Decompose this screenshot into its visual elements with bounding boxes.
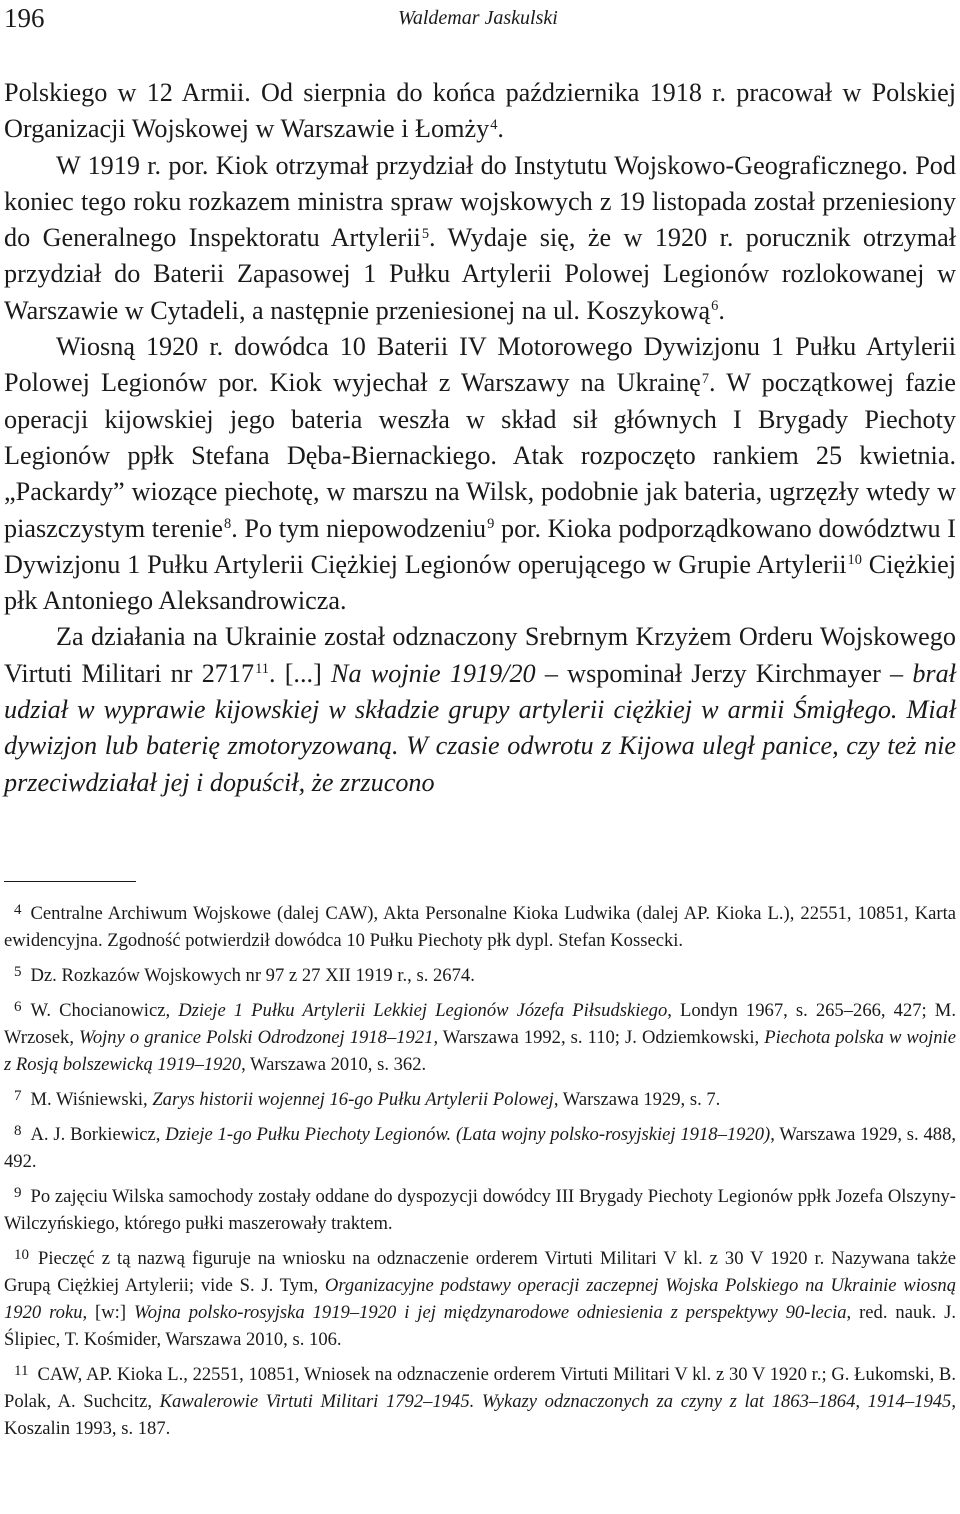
italic-title: Kawalerowie Virtuti Militari 1792–1945. Wykazy odznaczonych za czyny z lat 1863–1864, 1914–1945 [159,1391,952,1412]
italic-quote: Na wojnie 1919/20 [331,658,536,688]
footnote-ref-9[interactable]: 9 [487,515,495,532]
footnote-ref-10[interactable]: 10 [847,552,862,569]
italic-title: Organizacyjne podstawy operacji zaczepnej Wojska Polskiego na Ukrainie wiosną 1920 roku [4,1275,956,1323]
text-run: Polskiego w 12 Armii. Od sierpnia do końca października 1918 r. pracował w Polskiej Organizacji Wojskowej w Warszawie i Łomży [4,78,956,144]
footnote-ref-4[interactable]: 4 [490,116,498,133]
footnote-ref-5[interactable]: 5 [421,225,430,242]
text-run: A. J. Borkiewicz, [30,1124,166,1145]
italic-title: Wojna polsko-rosyjska 1919–1920 i jej międzynarodowe odniesienia z perspektywy 90-lecia [133,1302,847,1323]
text-run: , Warszawa 1992, s. 110; J. Odziemkowski, [433,1027,765,1048]
page-number: 196 [4,3,45,33]
footnote-ref-6[interactable]: 6 [711,298,719,315]
footnote-number: 7 [14,1087,22,1104]
footnote-10 [4,1245,956,1353]
footnote-8 [4,1121,956,1175]
text-run: M. Wiśniewski, [30,1089,153,1110]
text-run: Pieczęć z tą nazwą figuruje na wniosku na odznaczenie orderem Virtuti Militari V kl. z 30 V 1920 r. Nazywana także Grupą Ciężkiej Artylerii; vide S. J. Tym, [4,1248,956,1296]
italic-title: Zarys historii wojennej 16-go Pułku Artylerii Polowej [152,1089,554,1110]
italic-title: Wojny o granice Polski Odrodzonej 1918–1921 [79,1027,434,1048]
text-run: , Londyn 1967, s. 265–266, 427; M. Wrzosek, [4,1000,956,1048]
text-run: . [497,114,504,144]
footnote-9 [4,1183,956,1237]
footnote-number: 8 [14,1122,22,1139]
footnote-number: 11 [14,1362,29,1379]
text-run: Centralne Archiwum Wojskowe (dalej CAW), Akta Personalne Kioka Ludwika (dalej AP. Kioka L.), 22551, 10851, Karta ewidencyjna. Zgodność potwierdził dowódca 10 Pułku Piechoty płk dypl. Stefan Kossecki. [4,903,956,951]
italic-title: Dzieje 1-go Pułku Piechoty Legionów. (Lata wojny polsko-rosyjskiej 1918–1920) [165,1124,771,1145]
footnote-number: 9 [14,1184,22,1201]
footnote-number: 5 [14,963,22,980]
footnote-ref-8[interactable]: 8 [223,515,232,532]
text-run: . W początkowej fazie operacji kijowskiej jego bateria weszła w skład sił głównych I Brygady Piechoty Legionów ppłk Stefana Dęba-Biernackiego. Atak rozpoczęto rankiem 25 kwietnia. „Packardy” wiozące piechotę, w marszu na Wilsk, podobnie jak bateria, ugrzęzły wtedy w piaszczystym terenie [4,368,957,543]
text-run: Za działania na Ukrainie został odznaczony Srebrnym Krzyżem Orderu Wojskowego Virtuti Militari nr 2717 [4,622,956,688]
text-run: . Wydaje się, że w 1920 r. porucznik otrzymał przydział do Baterii Zapasowej 1 Pułku Artylerii Polowej Legionów rozlokowanej w Warszawie w Cytadeli, a następnie przeniesionej na ul. Koszykową [4,223,956,325]
italic-title: Piechota polska w wojnie z Rosją bolszewicką 1919–1920 [4,1027,956,1075]
text-run: W. Chocianowicz, [30,1000,179,1021]
text-run: Wiosną 1920 r. dowódca 10 Baterii IV Motorowego Dywizjonu 1 Pułku Artylerii Polowej Legionów por. Kiok wyjechał z Warszawy na Ukrainę [4,332,956,398]
footnote-number: 6 [14,998,22,1015]
footnote-ref-11[interactable]: 11 [255,661,269,678]
footnote-11 [4,1361,956,1442]
main-text [4,75,956,801]
text-run: , Warszawa 2010, s. 362. [241,1054,427,1075]
text-run: Ciężkiej płk Antoniego Aleksandrowicza. [4,549,956,616]
text-run: Po zajęciu Wilska samochody zostały oddane do dyspozycji dowódcy III Brygady Piechoty Legionów ppłk Jozefa Olszyny-Wilczyńskiego, którego pułki maszerowały traktem. [4,1186,956,1234]
text-run: , Warszawa 1929, s. 7. [553,1089,721,1110]
footnote-4 [4,900,956,954]
paragraph-3 [4,329,956,619]
text-run: . Po tym niepowodzeniu [231,513,487,543]
footnotes [4,900,956,1450]
running-head-author: Waldemar Jaskulski [398,7,558,29]
footnote-5 [4,962,956,989]
text-run: W 1919 r. por. Kiok otrzymał przydział do Instytutu Wojskowo-Geograficznego. Pod koniec tego roku rozkazem ministra spraw wojskowych z 19 listopada został przeniesiony do Generalnego Inspektoratu Artylerii [4,150,956,253]
text-run: – wspominał Jerzy Kirchmayer – [535,658,913,688]
page-header [4,0,954,40]
text-run: , [w:] [82,1302,134,1323]
italic-title: Dzieje 1 Pułku Artylerii Lekkiej Legionów Józefa Piłsudskiego [178,1000,668,1021]
footnote-6 [4,997,956,1078]
paragraph-1 [4,75,956,148]
text-run: CAW, AP. Kioka L., 22551, 10851, Wniosek na odznaczenie orderem Virtuti Militari V kl. z 30 V 1920 r.; G. Łukomski, B. Polak, A. Suchcitz, [4,1364,956,1412]
text-run: . [718,295,725,325]
footnote-ref-7[interactable]: 7 [701,370,710,387]
footnote-number: 4 [14,901,22,918]
paragraph-2 [4,148,956,329]
text-run: Dz. Rozkazów Wojskowych nr 97 z 27 XII 1919 r., s. 2674. [30,965,475,986]
text-run: , Koszalin 1993, s. 187. [4,1391,956,1439]
paragraph-4 [4,619,956,800]
footnote-number: 10 [14,1246,29,1263]
footnote-separator [4,881,136,882]
text-run: , Warszawa 1929, s. 488, 492. [4,1124,957,1172]
text-run: por. Kioka podporządkowano dowództwu I Dywizjonu 1 Pułku Artylerii Ciężkiej Legionów operującego w Grupie Artylerii [4,513,957,579]
text-run: . [...] [268,658,331,688]
text-run: , red. nauk. J. Ślipiec, T. Kośmider, Warszawa 2010, s. 106. [4,1302,956,1350]
footnote-7 [4,1086,956,1113]
italic-quote: brał udział w wyprawie kijowskiej w składzie grupy artylerii ciężkiej w armii Śmigłego. Miał dywizjon lub baterię zmotoryzowaną. W czasie odwrotu z Kijowa uległ panice, czy też nie przeciwdziałał jej i dopuścił, że zrzucono [4,658,956,797]
